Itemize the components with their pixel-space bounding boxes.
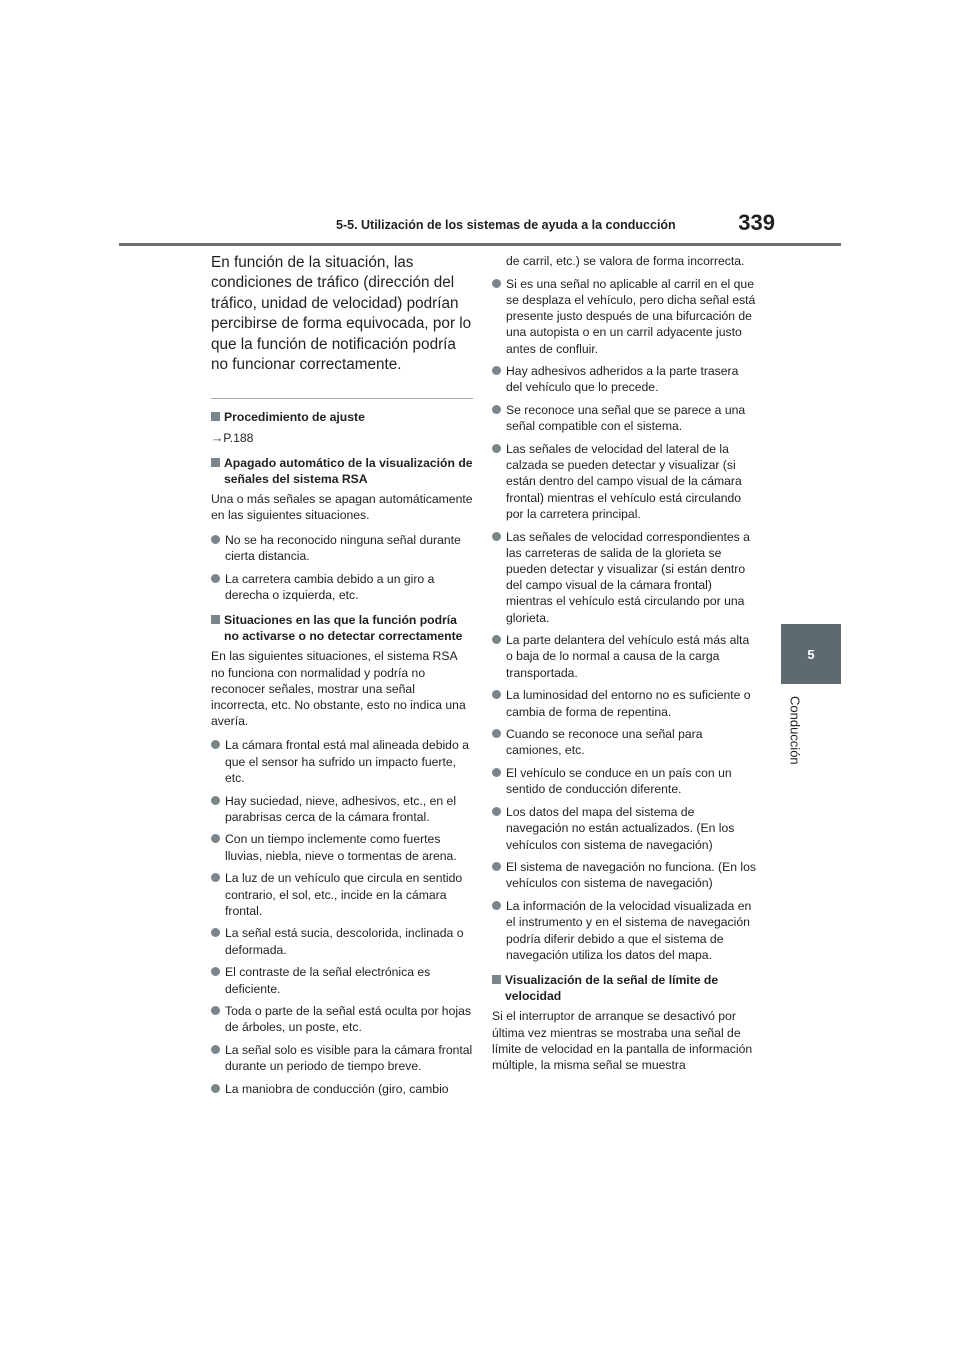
list-item: Con un tiempo inclemente como fuertes lluvias, niebla, nieve o tormentas de arena. [211,831,473,863]
circle-bullet-icon [211,873,220,882]
circle-bullet-icon [492,862,501,871]
list-item: La información de la velocidad visualizada en el instrumento y en el sistema de navegación podría diferir debido a que el sistema de navegación utiliza los datos del mapa. [492,898,756,963]
circle-bullet-icon [492,768,501,777]
circle-bullet-icon [492,729,501,738]
left-column [211,252,473,1104]
list-item: La cámara frontal está mal alineada debido a que el sensor ha sufrido un impacto fuerte, etc. [211,737,473,786]
header-rule [119,243,841,246]
page-reference: →P.188 [211,430,254,445]
circle-bullet-icon [492,366,501,375]
situations-heading-text: Situaciones en las que la función podría no activarse o no detectar correctamente [224,612,463,644]
circle-bullet-icon [211,796,220,805]
circle-bullet-icon [492,405,501,414]
list-item: Las señales de velocidad del lateral de la calzada se pueden detectar y visualizar (si están dentro del campo visual de la cámara frontal) mientras el vehículo está circulando por la carretera principal. [492,441,756,522]
list-item: El contraste de la señal electrónica es deficiente. [211,964,473,996]
list-item: La señal solo es visible para la cámara frontal durante un periodo de tiempo breve. [211,1042,473,1074]
circle-bullet-icon [492,901,501,910]
procedure-heading-text: Procedimiento de ajuste [224,410,365,425]
square-bullet-icon [211,458,220,467]
right-column [492,253,756,1081]
list-item: La luminosidad del entorno no es suficiente o cambia de forma de repentina. [492,687,756,719]
circle-bullet-icon [211,1006,220,1015]
circle-bullet-icon [211,535,220,544]
chapter-label-text: Conducción [787,696,803,765]
circle-bullet-icon [211,928,220,937]
circle-bullet-icon [492,532,501,541]
list-item: El sistema de navegación no funciona. (En los vehículos con sistema de navegación) [492,859,756,891]
auto-off-heading [211,455,473,487]
circle-bullet-icon [211,574,220,583]
speed-limit-heading-text: Visualización de la señal de límite de velocidad [505,972,719,1004]
procedure-heading [211,409,473,425]
circle-bullet-icon [211,834,220,843]
page-number: 339 [738,210,775,235]
situations-text: En las siguientes situaciones, el sistema RSA no funciona con normalidad y podría no reconocer señales, mostrar una señal incorrecta, etc. No obstante, esto no indica una avería. [211,649,466,729]
square-bullet-icon [211,412,220,421]
chapter-label [773,696,817,776]
circle-bullet-icon [211,740,220,749]
circle-bullet-icon [211,967,220,976]
list-item-continuation: de carril, etc.) se valora de forma incorrecta. [506,254,745,268]
list-item: La parte delantera del vehículo está más alta o baja de lo normal a causa de la carga transportada. [492,632,756,681]
chapter-tab [781,624,841,684]
circle-bullet-icon [492,279,501,288]
circle-bullet-icon [492,807,501,816]
circle-bullet-icon [492,635,501,644]
circle-bullet-icon [492,690,501,699]
section-title: 5-5. Utilización de los sistemas de ayuda a la conducción [336,218,676,232]
list-item: No se ha reconocido ninguna señal durante cierta distancia. [211,532,473,564]
list-item: Toda o parte de la señal está oculta por hojas de árboles, un poste, etc. [211,1003,473,1035]
circle-bullet-icon [492,444,501,453]
square-bullet-icon [492,975,501,984]
list-item: La luz de un vehículo que circula en sentido contrario, el sol, etc., incide en la cámara frontal. [211,870,473,919]
speed-limit-text: Si el interruptor de arranque se desactivó por última vez mientras se mostraba una señal de límite de velocidad en la pantalla de información múltiple, la misma señal se muestra [492,1009,753,1072]
list-item: Los datos del mapa del sistema de navegación no están actualizados. (En los vehículos con sistema de navegación) [492,804,756,853]
list-item: La señal está sucia, descolorida, inclinada o deformada. [211,925,473,957]
intro-paragraph: En función de la situación, las condiciones de tráfico (dirección del tráfico, unidad de velocidad) podrían percibirse de forma equivocada, por lo que la función de notificación podría no funcionar correctamente. [211,254,472,374]
list-item: Hay adhesivos adheridos a la parte trasera del vehículo que lo precede. [492,363,756,395]
auto-off-heading-text: Apagado automático de la visualización de señales del sistema RSA [224,455,473,487]
list-item: Cuando se reconoce una señal para camiones, etc. [492,726,756,758]
circle-bullet-icon [211,1084,220,1093]
list-item: Si es una señal no aplicable al carril en el que se desplaza el vehículo, pero dicha señal está presente justo después de una bifurcación de una autopista o en un carril adyacente justo antes de confluir. [492,276,756,357]
list-item: La carretera cambia debido a un giro a derecha o izquierda, etc. [211,571,473,603]
list-item: Hay suciedad, nieve, adhesivos, etc., en el parabrisas cerca de la cámara frontal. [211,793,473,825]
auto-off-text: Una o más señales se apagan automáticamente en las siguientes situaciones. [211,492,473,523]
square-bullet-icon [211,615,220,624]
section-divider [211,398,473,399]
chapter-number: 5 [807,646,815,662]
speed-limit-heading [492,972,756,1004]
list-item: Se reconoce una señal que se parece a una señal compatible con el sistema. [492,402,756,434]
circle-bullet-icon [211,1045,220,1054]
situations-heading [211,612,473,644]
list-item: La maniobra de conducción (giro, cambio [211,1081,473,1097]
list-item: El vehículo se conduce en un país con un sentido de conducción diferente. [492,765,756,797]
list-item: Las señales de velocidad correspondientes a las carreteras de salida de la glorieta se pueden detectar y visualizar (si están dentro del campo visual de la cámara frontal) mientras el vehículo está circulando por una glorieta. [492,529,756,626]
